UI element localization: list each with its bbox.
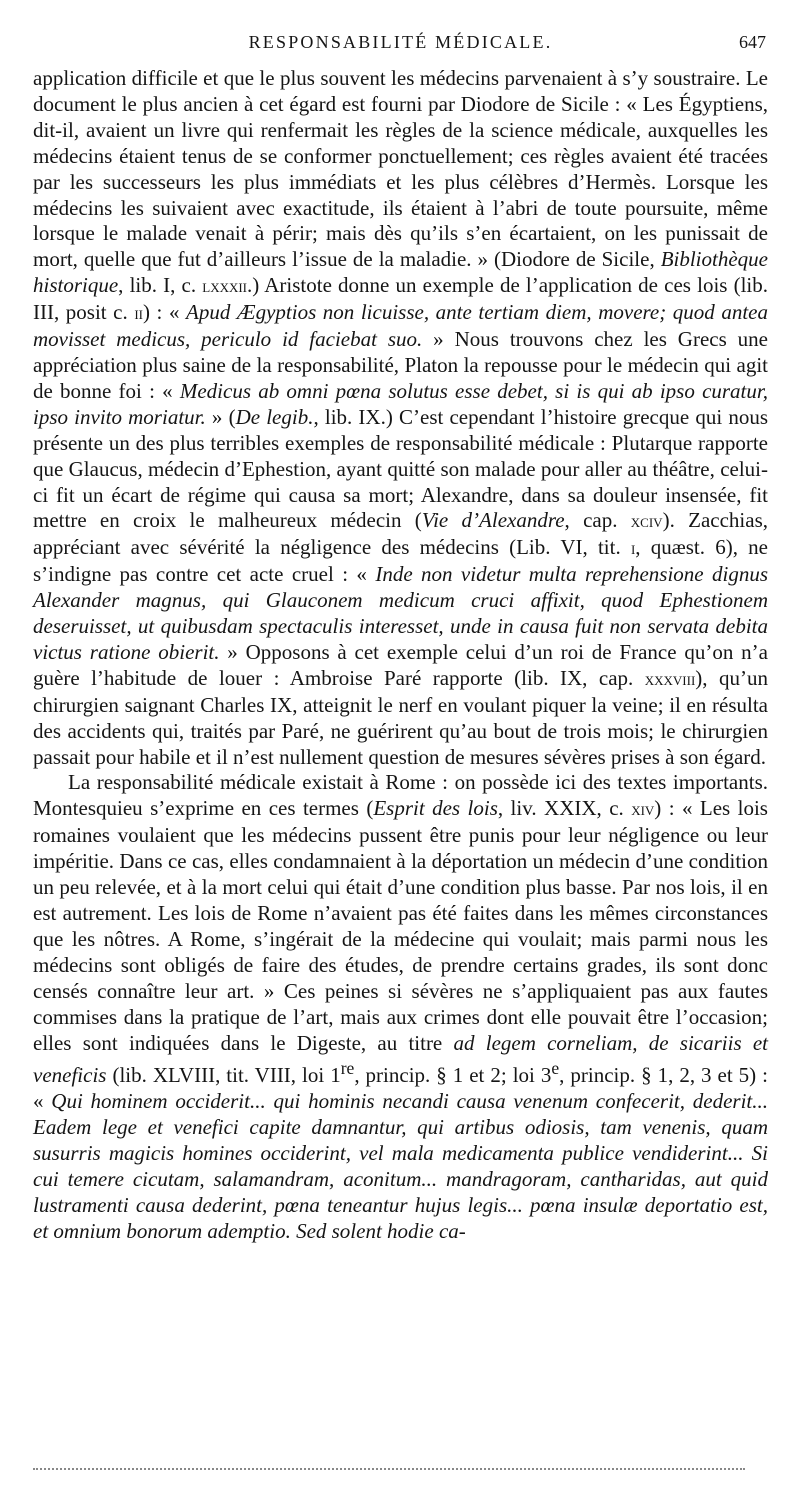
text-run: (lib. XLVIII, tit. VIII, loi 1 [106, 1063, 341, 1088]
superscript: re [340, 1058, 355, 1079]
running-title: RESPONSABILITÉ MÉDICALE. [248, 32, 553, 52]
superscript: e [551, 1058, 560, 1079]
text-run: , liv. XXIX, c. [497, 796, 632, 821]
italic-text: Vie d’Alexandre [421, 508, 565, 533]
roman-numeral: ii [134, 303, 143, 324]
document-page [33, 30, 768, 1245]
text-run: , princip. § 1, 2, 3 et 5) : « [33, 1063, 768, 1114]
page-number: 647 [739, 32, 766, 52]
roman-numeral: lxxxii [202, 276, 248, 297]
text-run: ), qu’un chirurgien saignant Charles IX, atteignit le nerf en voulant piquer la veine; il en résulta des accidents qui, traités par Paré, ne guérirent qu’au bout de trois mois; le chirurgien passait pour habile et il n’est nullement question de mesures sévères prises à son égard. [33, 665, 768, 769]
body-text [33, 66, 768, 1245]
text-run: , cap. [564, 508, 631, 533]
text-run: , lib. I, c. [118, 273, 203, 298]
text-run: , quæst. 6), ne s’indigne pas contre cet acte cruel : « [33, 535, 769, 587]
text-run: , princip. § 1 et 2; loi 3 [354, 1063, 552, 1088]
roman-numeral: xiv [631, 799, 655, 820]
italic-text: ad legem corneliam, de sicariis et veneficis [33, 1030, 768, 1088]
text-run: » Opposons à cet exemple celui d’un roi de France qu’on n’a guère l’habitude de louer : Ambroise Paré rapporte (lib. IX, cap. [33, 639, 768, 690]
paragraph [33, 770, 768, 1244]
text-run: » ( [205, 404, 236, 429]
italic-text: De legib. [235, 404, 314, 429]
italic-text: Bibliothèque historique [33, 247, 768, 298]
text-run: La responsabilité médicale existait à Rome : on possède ici des textes importants. Montesquieu s’exprime en ces termes ( [33, 770, 768, 821]
footer-dotted-rule [33, 1468, 745, 1470]
roman-numeral: i [630, 538, 636, 559]
page-header [33, 30, 768, 58]
italic-text: Qui hominem occiderit... qui hominis necandi causa venenum confecerit, dederit... Eadem lege et venefici capite damnantur, qui artibus odiosis, tam venenis, quam susurris magicis homines occiderint, vel mala medicamenta publice vendiderint... Si cui temere cicutam, salamandram, aconitum... mandragoram, cantharidas, aut quid lustramenti causa dederint, pœna teneantur hujus legis... pœna insulæ deportatio est, et omnium bonorum ademptio. Sed solent hodie ca- [33, 1089, 768, 1243]
paragraph [33, 66, 768, 770]
text-run: , lib. IX.) C’est cependant l’histoire grecque qui nous présente un des plus terribles exemples de responsabilité médicale : Plutarque rapporte que Glaucus, médecin d’Ephestion, ayant quitté son malade pour aller au théâtre, celui-ci fit un écart de régime qui causa sa mort; Alexandre, dans sa douleur insensée, fit mettre en croix le malheureux médecin ( [33, 404, 768, 533]
text-run: » Nous trouvons chez les Grecs une appréciation plus saine de la responsabilité, Platon la repousse pour le médecin qui agit de bonne foi : « [33, 327, 769, 403]
italic-text: Apud Ægyptios non licuisse, ante tertiam diem, movere; quod antea movisset medicus, periculo id faciebat suo. [33, 300, 769, 352]
text-run: ). Zacchias, appréciant avec sévérité la négligence des médecins (Lib. VI, tit. [33, 508, 768, 560]
text-run: application difficile et que le plus souvent les médecins parvenaient à s’y soustraire. Le document le plus ancien à cet égard est fourni par Diodore de Sicile : « Les Égyptiens, dit-il, avaient un livre qui renfermait les règles de la science médicale, auxquelles les médecins étaient tenus de se conformer ponctuellement; ces règles avaient été tracées par les successeurs les plus immédiats et les plus célèbres d’Hermès. Lorsque les médecins les suivaient avec exactitude, ils étaient à l’abri de toute poursuite, même lorsque le malade venait à périr; mais dès qu’ils s’en écartaient, on les punissait de mort, quelle que fut d’ailleurs l’issue de la maladie. » (Diodore de Sicile, [33, 66, 768, 272]
roman-numeral: xxxviii [644, 668, 696, 689]
text-run: .) Aristote donne un exemple de l’application de ces lois (lib. III, posit c. [33, 273, 769, 325]
italic-text: Inde non videtur multa reprehensione dignus Alexander magnus, qui Glauconem medicum cruci affixit, quod Ephestionem deseruisset, ut quibusdam spectaculis interesset, unde in causa fuit non servata debita victus ratione obierit. [33, 562, 768, 664]
italic-text: Esprit des lois [373, 796, 498, 821]
roman-numeral: xciv [630, 511, 663, 532]
text-run: ) : « Les lois romaines voulaient que les médecins pussent être punis pour leur négligence ou leur impéritie. Dans ce cas, elles condamnaient à la déportation un médecin d’une condition un peu relevée, et à la mort celui qui était d’une condition plus basse. Par nos lois, il en est autrement. Les lois de Rome n’avaient pas été faites dans les mêmes circonstances que les nôtres. A Rome, s’ingérait de la médecine qui voulait; mais parmi nous les médecins sont obligés de faire des études, de prendre certains grades, ils sont donc censés connaître leur art. » Ces peines si sévères ne s’appliquaient pas aux fautes commises dans la pratique de l’art, mais aux crimes dont elle pouvait être l’occasion; elles sont indiquées dans le Digeste, au titre [33, 796, 768, 1055]
italic-text: Medicus ab omni pœna solutus esse debet, si is qui ab ipso curatur, ipso invito moriatur. [33, 378, 768, 429]
text-run: ) : « [143, 300, 187, 325]
